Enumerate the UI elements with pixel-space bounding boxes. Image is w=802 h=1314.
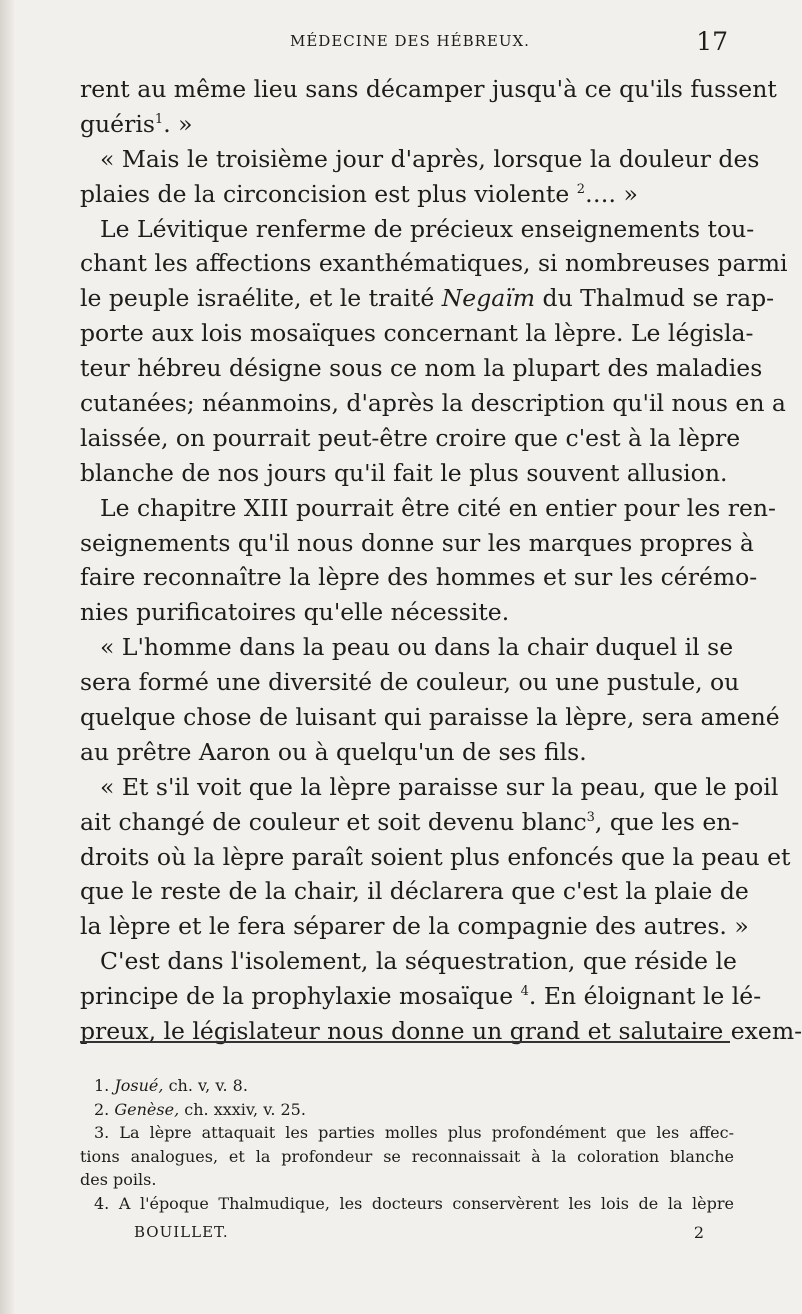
- text-line: la lèpre et le fera séparer de la compagnie des autres. »: [80, 912, 749, 941]
- text-line: plaies de la circoncision est plus violente $^2$…. »: [80, 179, 638, 208]
- main-text: [80, 72, 802, 1049]
- text-line: Le Lévitique renferme de précieux enseignements tou-: [100, 214, 755, 243]
- text-line: au prêtre Aaron ou à quelqu'un de ses fils.: [80, 737, 587, 766]
- footnotes: [80, 1074, 734, 1215]
- text-line: faire reconnaître la lèpre des hommes et sur les cérémo-: [80, 563, 758, 592]
- text-line: « L'homme dans la peau ou dans la chair duquel il se: [100, 633, 734, 662]
- footnote-separator: [80, 1041, 730, 1043]
- text-line: principe de la prophylaxie mosaïque $^4$. En éloignant le lé-: [80, 982, 762, 1011]
- text-line: droits où la lèpre paraît soient plus enfoncés que la peau et: [80, 842, 791, 871]
- text-line: seignements qu'il nous donne sur les marques propres à: [80, 528, 754, 557]
- page-edge-shadow: [0, 0, 14, 1314]
- treatise-title: Negaïm: [441, 284, 536, 313]
- signature-author: BOUILLET.: [134, 1223, 229, 1241]
- page-number: 17: [696, 27, 728, 56]
- text-line: nies purificatoires qu'elle nécessite.: [80, 598, 510, 627]
- footnote-4-line: 4. A l'époque Thalmudique, les docteurs conservèrent les lois de la lèpre: [94, 1193, 734, 1213]
- text-line: « Mais le troisième jour d'après, lorsque la douleur des: [100, 144, 760, 173]
- text-line: preux, le législateur nous donne un grand et salutaire exem-: [80, 1017, 802, 1046]
- text-line: laissée, on pourrait peut-être croire que c'est à la lèpre: [80, 423, 741, 452]
- text-line: chant les affections exanthématiques, si nombreuses parmi: [80, 249, 788, 278]
- text-line: Le chapitre XIII pourrait être cité en entier pour les ren-: [100, 493, 776, 522]
- signature-sheet-number: 2: [693, 1223, 704, 1242]
- text-line: guéris$^1$. »: [80, 109, 193, 138]
- running-title: MÉDECINE DES HÉBREUX.: [290, 32, 530, 50]
- footnote-mark: 4: [520, 984, 529, 1000]
- footnote-3-line: 3. La lèpre attaquait les parties molles plus profondément que les affec-: [94, 1123, 734, 1142]
- text-line: quelque chose de luisant qui paraisse la lèpre, sera amené: [80, 703, 780, 732]
- text-line: sera formé une diversité de couleur, ou une pustule, ou: [80, 668, 740, 697]
- footnote-1: 1. Josué, ch. v, v. 8.: [94, 1076, 248, 1095]
- footnote-3-line: des poils.: [80, 1170, 157, 1189]
- text-line: C'est dans l'isolement, la séquestration, que réside le: [100, 947, 737, 976]
- text-line: que le reste de la chair, il déclarera que c'est la plaie de: [80, 877, 749, 906]
- page-header: [0, 27, 800, 60]
- text-line: cutanées; néanmoins, d'après la description qu'il nous en a: [80, 389, 786, 418]
- footnote-mark: 2: [576, 181, 586, 197]
- text-line: rent au même lieu sans décamper jusqu'à ce qu'ils fussent: [80, 75, 777, 103]
- signature-line: [80, 1223, 704, 1247]
- footnote-mark: 1: [154, 112, 164, 128]
- text-line: teur hébreu désigne sous ce nom la plupart des maladies: [80, 354, 763, 383]
- text-line: « Et s'il voit que la lèpre paraisse sur la peau, que le poil: [100, 772, 779, 801]
- text-line: porte aux lois mosaïques concernant la lèpre. Le législa-: [80, 319, 754, 348]
- footnote-3-line: tions analogues, et la profondeur se reconnaissait à la coloration blanche: [80, 1146, 734, 1166]
- text-line: blanche de nos jours qu'il fait le plus souvent allusion.: [80, 458, 728, 487]
- footnote-2: 2. Genèse, ch. xxxiv, v. 25.: [94, 1099, 306, 1119]
- footnote-mark: 3: [586, 809, 595, 825]
- text-line: ait changé de couleur et soit devenu blanc$^3$, que les en-: [80, 807, 740, 836]
- text-line: le peuple israélite, et le traité Negaïm du Thalmud se rap-: [80, 284, 775, 313]
